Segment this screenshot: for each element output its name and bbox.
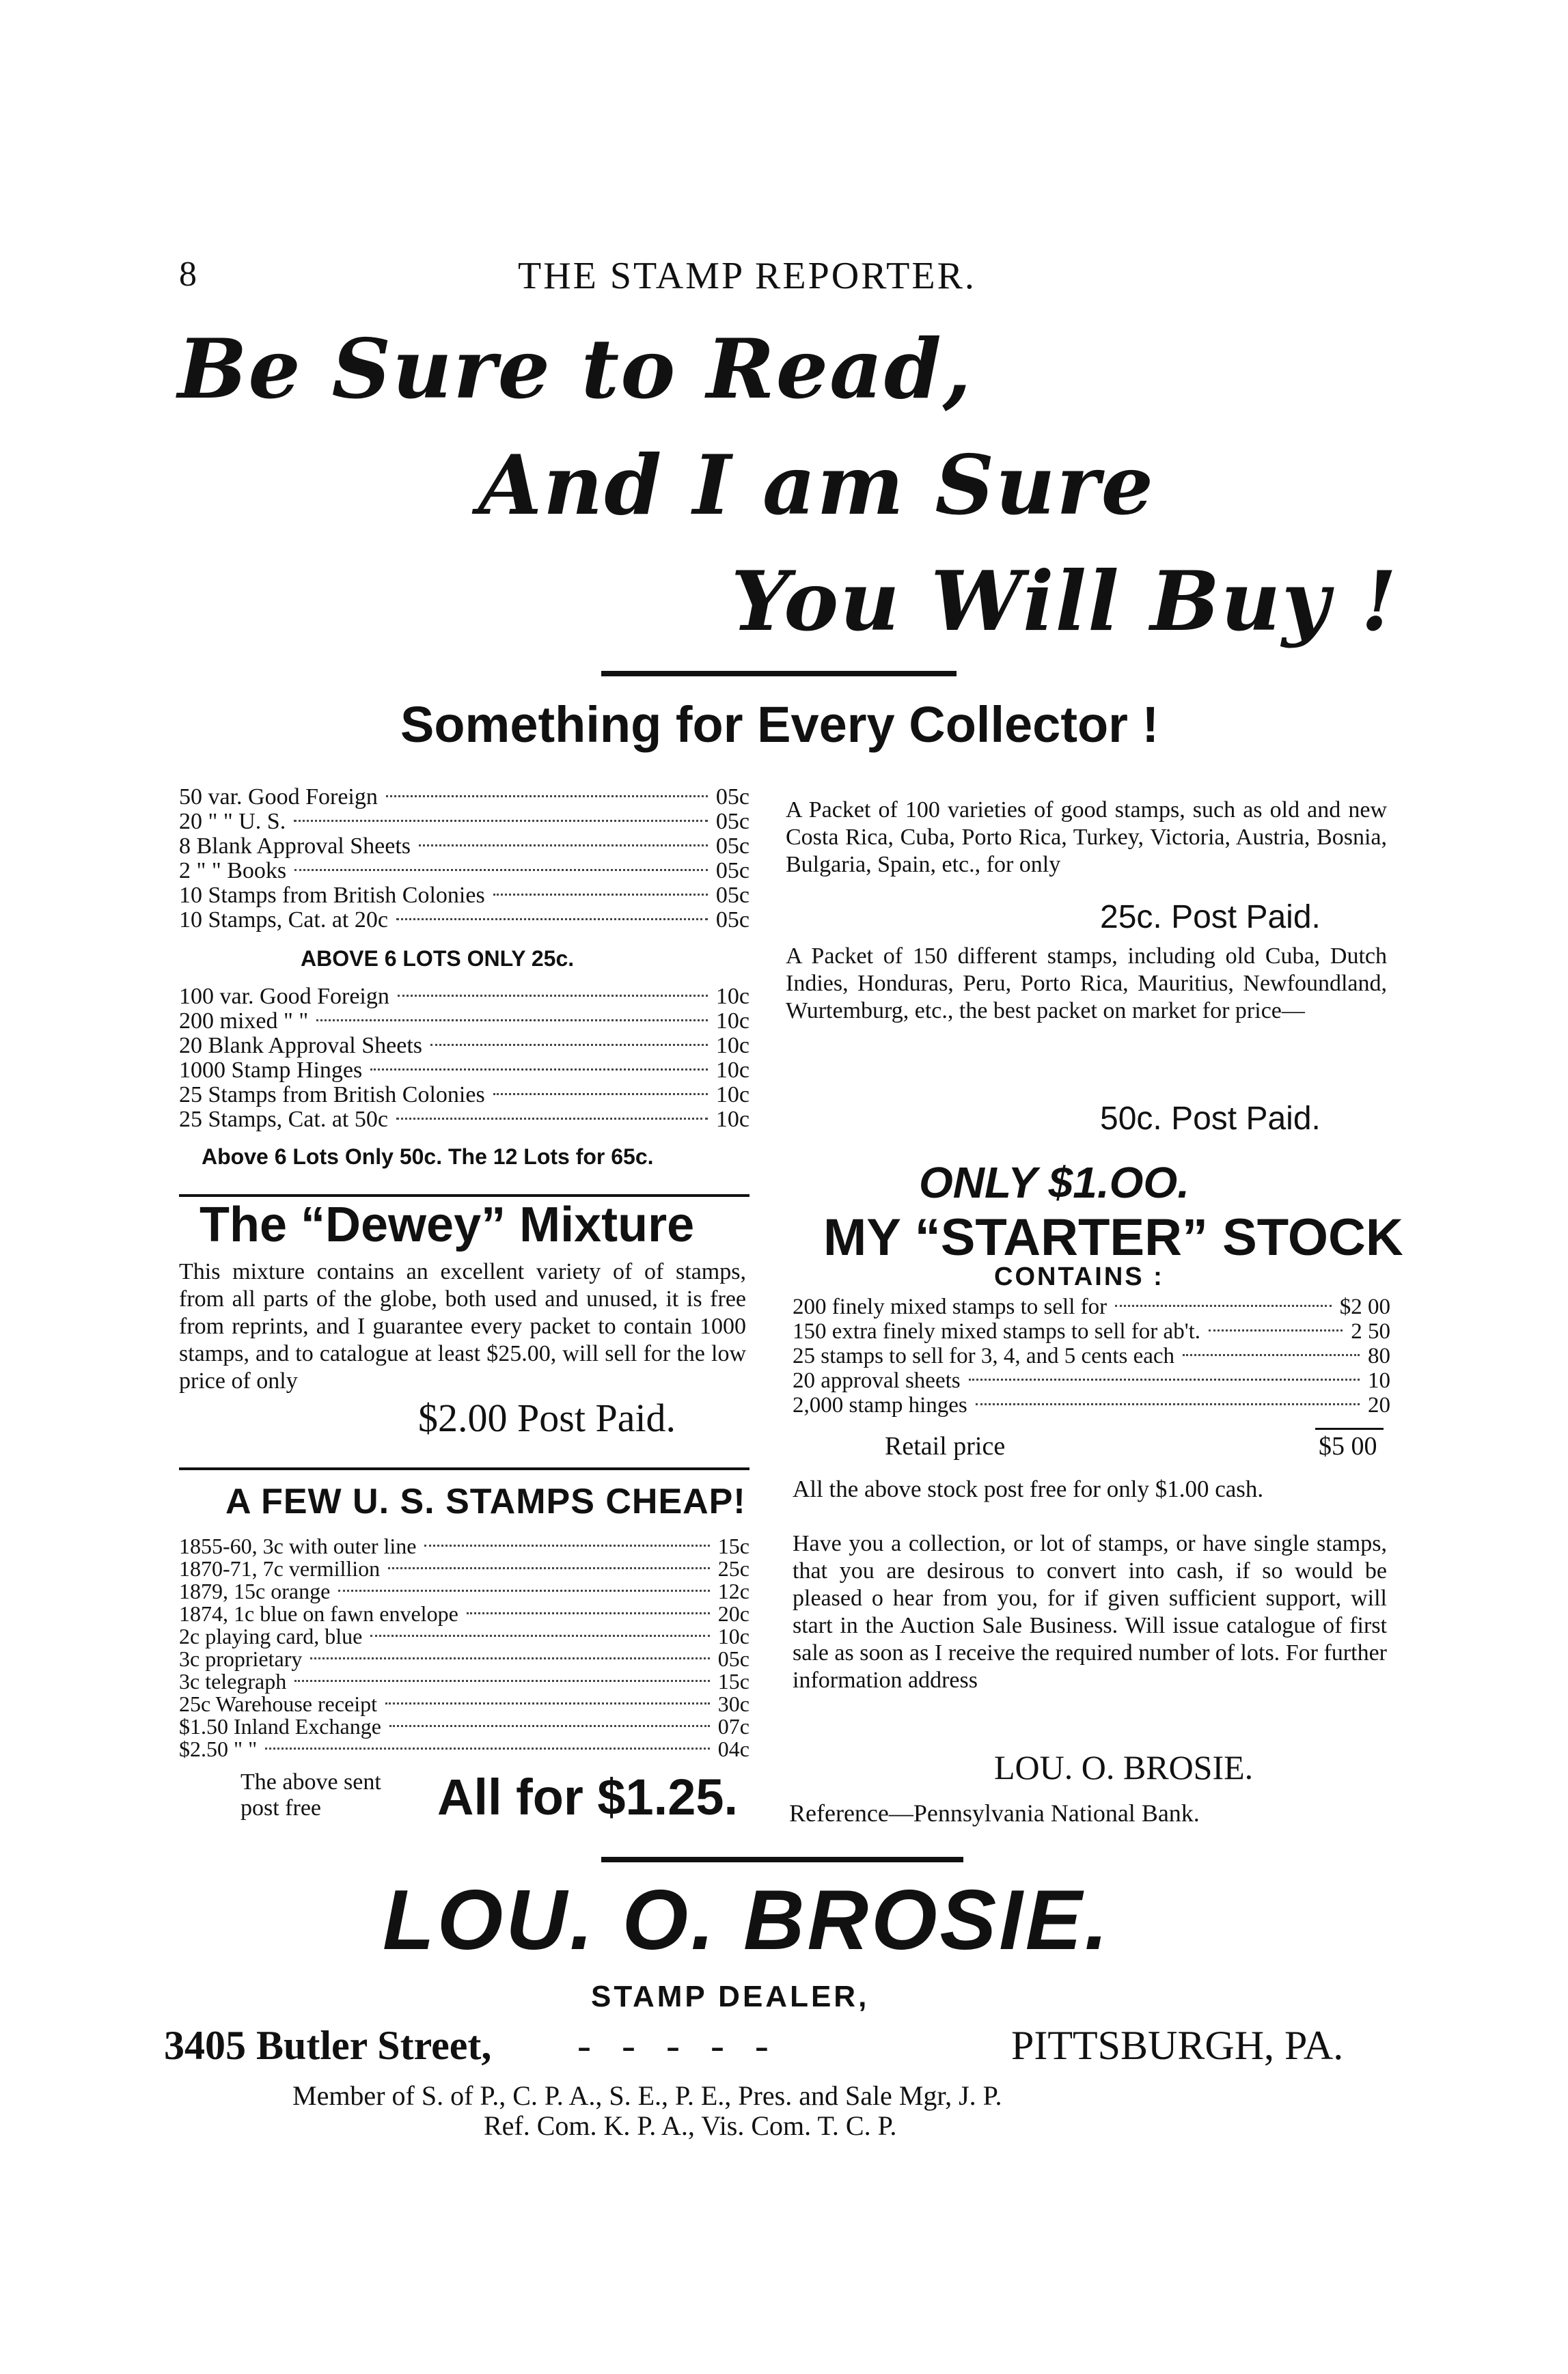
- price-row-price: 05c: [715, 907, 749, 933]
- price-row-label: 100 var. Good Foreign: [179, 984, 389, 1009]
- packet-1-body: A Packet of 100 varieties of good stamps, such as old and new Costa Rica, Cuba, Porto Rica, Turkey, Victoria, Austria, Bosnia, Bulgaria, Spain, etc., for only: [786, 797, 1387, 877]
- price-row-price: 10c: [715, 1058, 749, 1083]
- price-row: [179, 809, 749, 835]
- price-row-label: 1874, 1c blue on fawn envelope: [179, 1601, 458, 1626]
- price-row-label: 20 approval sheets: [793, 1368, 961, 1393]
- footer-rule: [601, 1857, 963, 1862]
- price-row: [179, 1692, 749, 1717]
- price-row: [793, 1295, 1390, 1320]
- footer-dashes: - - - - -: [577, 2023, 769, 2068]
- leader-dots: [1183, 1354, 1360, 1356]
- price-row: [179, 1058, 749, 1084]
- footer-city: PITTSBURGH, PA.: [1011, 2023, 1344, 2068]
- price-row-label: 1870-71, 7c vermillion: [179, 1556, 381, 1581]
- leader-dots: [294, 869, 708, 871]
- price-row: [179, 1107, 749, 1133]
- price-row: [793, 1319, 1390, 1344]
- price-row-label: 25 Stamps from British Colonies: [179, 1082, 485, 1107]
- leader-dots: [265, 1748, 710, 1750]
- leader-dots: [396, 1118, 708, 1120]
- price-row-label: 3c proprietary: [179, 1646, 303, 1671]
- price-row-price: 20c: [717, 1601, 749, 1626]
- leader-dots: [310, 1657, 709, 1659]
- price-row-price: 05c: [715, 809, 749, 834]
- price-row-price: 10c: [715, 1107, 749, 1132]
- price-row-label: 2c playing card, blue: [179, 1624, 363, 1648]
- divider-us-top: [179, 1467, 749, 1470]
- leader-dots: [386, 795, 708, 797]
- price-row: [179, 1624, 749, 1649]
- price-row-label: 20 Blank Approval Sheets: [179, 1033, 423, 1058]
- price-row: [179, 1737, 749, 1762]
- price-row-price: 15c: [717, 1534, 749, 1558]
- price-row-price: 2 50: [1351, 1319, 1390, 1344]
- leader-dots: [1115, 1305, 1332, 1307]
- starter-retail-price: $5 00: [1319, 1432, 1377, 1461]
- leader-dots: [424, 1545, 709, 1547]
- price-row: [179, 883, 749, 909]
- price-row: [793, 1393, 1390, 1418]
- us-stamps-offer: All for $1.25.: [437, 1769, 739, 1825]
- price-row: [179, 1669, 749, 1694]
- starter-retail-label: Retail price: [885, 1432, 1006, 1461]
- lots-25c-summary: ABOVE 6 LOTS ONLY 25c.: [301, 946, 575, 971]
- price-row-label: 50 var. Good Foreign: [179, 784, 378, 810]
- auction-signature: LOU. O. BROSIE.: [994, 1748, 1254, 1786]
- auction-body: Have you a collection, or lot of stamps, or have single stamps, that you are desirous to convert into cash, if so would be pleased o hear from you, for if given sufficient support, will start in the Auction Sale Business. Will issue catalogue of first sale as soon as I receive the required number of lots. For further information address: [793, 1531, 1387, 1693]
- price-row: [793, 1344, 1390, 1369]
- footer-member: Member of S. of P., C. P. A., S. E., P. E., Pres. and Sale Mgr, J. P.: [292, 2080, 1002, 2111]
- price-row-label: 20 " " U. S.: [179, 809, 286, 834]
- price-row: [179, 907, 749, 933]
- price-row-price: 15c: [717, 1669, 749, 1694]
- price-row-label: 10 Stamps, Cat. at 20c: [179, 907, 388, 933]
- headline-rule: [601, 671, 957, 676]
- footer-name: LOU. O. BROSIE.: [383, 1873, 1111, 1968]
- price-row-price: 25c: [717, 1556, 749, 1581]
- price-row-label: 25c Warehouse receipt: [179, 1692, 378, 1716]
- page-number: 8: [179, 255, 197, 294]
- leader-dots: [1209, 1329, 1343, 1331]
- price-row-label: 200 finely mixed stamps to sell for: [793, 1295, 1108, 1319]
- starter-only: ONLY $1.OO.: [919, 1158, 1189, 1207]
- leader-dots: [385, 1702, 710, 1704]
- retail-underline: [1315, 1428, 1384, 1430]
- price-row-label: 2 " " Books: [179, 858, 287, 883]
- footer-ref: Ref. Com. K. P. A., Vis. Com. T. C. P.: [484, 2110, 897, 2141]
- leader-dots: [430, 1044, 708, 1046]
- price-row-price: 10c: [715, 1033, 749, 1058]
- starter-contains: CONTAINS :: [994, 1262, 1164, 1291]
- dewey-title: The “Dewey” Mixture: [200, 1198, 695, 1252]
- price-row-price: 10c: [715, 1082, 749, 1107]
- price-row-price: 05c: [715, 883, 749, 908]
- price-row: [179, 1579, 749, 1604]
- price-row: [179, 833, 749, 859]
- leader-dots: [419, 844, 708, 846]
- price-row: [179, 984, 749, 1010]
- headline-line-3: You Will Buy !: [731, 553, 1399, 650]
- price-row: [179, 1556, 749, 1582]
- price-row: [179, 1033, 749, 1059]
- price-row: [179, 858, 749, 884]
- price-row-label: $2.50 " ": [179, 1737, 258, 1761]
- price-row-label: 3c telegraph: [179, 1669, 287, 1694]
- price-row: [179, 1534, 749, 1559]
- price-row-price: 10c: [715, 984, 749, 1009]
- price-row-label: 10 Stamps from British Colonies: [179, 883, 485, 908]
- subheadline: Something for Every Collector !: [400, 696, 1159, 753]
- leader-dots: [467, 1612, 710, 1614]
- packet-2-price: 50c. Post Paid.: [1100, 1101, 1321, 1137]
- price-row-price: 10c: [717, 1624, 749, 1648]
- dewey-price: $2.00 Post Paid.: [418, 1396, 676, 1440]
- price-row-price: 04c: [717, 1737, 749, 1761]
- price-row-price: 05c: [715, 833, 749, 859]
- price-row-price: 10: [1368, 1368, 1390, 1393]
- price-row-label: 8 Blank Approval Sheets: [179, 833, 411, 859]
- leader-dots: [294, 1680, 710, 1682]
- us-stamps-footnote-1: The above sent: [240, 1769, 381, 1795]
- headline-line-1: Be Sure to Read,: [178, 321, 973, 417]
- starter-title: MY “STARTER” STOCK: [823, 1209, 1403, 1267]
- price-row: [793, 1368, 1390, 1394]
- price-row-price: 05c: [715, 784, 749, 810]
- leader-dots: [493, 894, 708, 896]
- footer-role: STAMP DEALER,: [591, 1980, 870, 2013]
- price-row-label: 1879, 15c orange: [179, 1579, 331, 1603]
- leader-dots: [398, 995, 708, 997]
- leader-dots: [389, 1725, 710, 1727]
- price-row-price: 07c: [717, 1714, 749, 1739]
- leader-dots: [493, 1093, 708, 1095]
- price-row: [179, 1646, 749, 1672]
- price-row-label: 1855-60, 3c with outer line: [179, 1534, 417, 1558]
- price-row-price: 10c: [715, 1008, 749, 1034]
- packet-2-body: A Packet of 150 different stamps, including old Cuba, Dutch Indies, Honduras, Peru, Porto Rica, Mauritius, Newfoundland, Wurtemburg, etc., the best packet on market for price—: [786, 943, 1387, 1023]
- price-row-label: 2,000 stamp hinges: [793, 1393, 967, 1418]
- leader-dots: [969, 1379, 1360, 1381]
- price-row-label: 200 mixed " ": [179, 1008, 309, 1034]
- leader-dots: [370, 1068, 708, 1071]
- price-row-label: $1.50 Inland Exchange: [179, 1714, 381, 1739]
- lots-50c-summary: Above 6 Lots Only 50c. The 12 Lots for 65c.: [202, 1144, 654, 1169]
- price-row-label: 1000 Stamp Hinges: [179, 1058, 363, 1083]
- price-row-label: 25 stamps to sell for 3, 4, and 5 cents each: [793, 1344, 1175, 1368]
- price-row: [179, 1601, 749, 1627]
- footer-street: 3405 Butler Street,: [164, 2023, 492, 2068]
- leader-dots: [396, 918, 708, 920]
- price-row-price: 05c: [717, 1646, 749, 1671]
- price-row-price: $2 00: [1339, 1295, 1390, 1319]
- leader-dots: [316, 1019, 708, 1021]
- leader-dots: [388, 1567, 710, 1569]
- price-row: [179, 1008, 749, 1034]
- headline-line-2: And I am Sure: [478, 437, 1155, 534]
- leader-dots: [294, 820, 708, 822]
- price-row: [179, 784, 749, 810]
- price-row-price: 80: [1368, 1344, 1390, 1368]
- price-row-label: 25 Stamps, Cat. at 50c: [179, 1107, 388, 1132]
- packet-1-price: 25c. Post Paid.: [1100, 899, 1321, 935]
- price-row-price: 12c: [717, 1579, 749, 1603]
- dewey-body: This mixture contains an excellent variety of of stamps, from all parts of the globe, both used and unused, it is free from reprints, and I guarantee every packet to contain 1000 stamps, and to catalogue at least $25.00, will sell for the low price of only: [179, 1259, 746, 1394]
- price-row: [179, 1714, 749, 1739]
- leader-dots: [976, 1403, 1360, 1405]
- price-row-price: 30c: [717, 1692, 749, 1716]
- starter-footer: All the above stock post free for only $1.00 cash.: [793, 1476, 1264, 1502]
- price-row-price: 05c: [715, 858, 749, 883]
- leader-dots: [338, 1590, 710, 1592]
- price-row: [179, 1082, 749, 1108]
- price-row-price: 20: [1368, 1393, 1390, 1418]
- us-stamps-title: A FEW U. S. STAMPS CHEAP!: [225, 1482, 746, 1521]
- price-row-label: 150 extra finely mixed stamps to sell for ab't.: [793, 1319, 1201, 1344]
- leader-dots: [370, 1635, 709, 1637]
- auction-reference: Reference—Pennsylvania National Bank.: [789, 1799, 1200, 1827]
- journal-title: THE STAMP REPORTER.: [518, 255, 976, 297]
- us-stamps-footnote-2: post free: [240, 1795, 322, 1821]
